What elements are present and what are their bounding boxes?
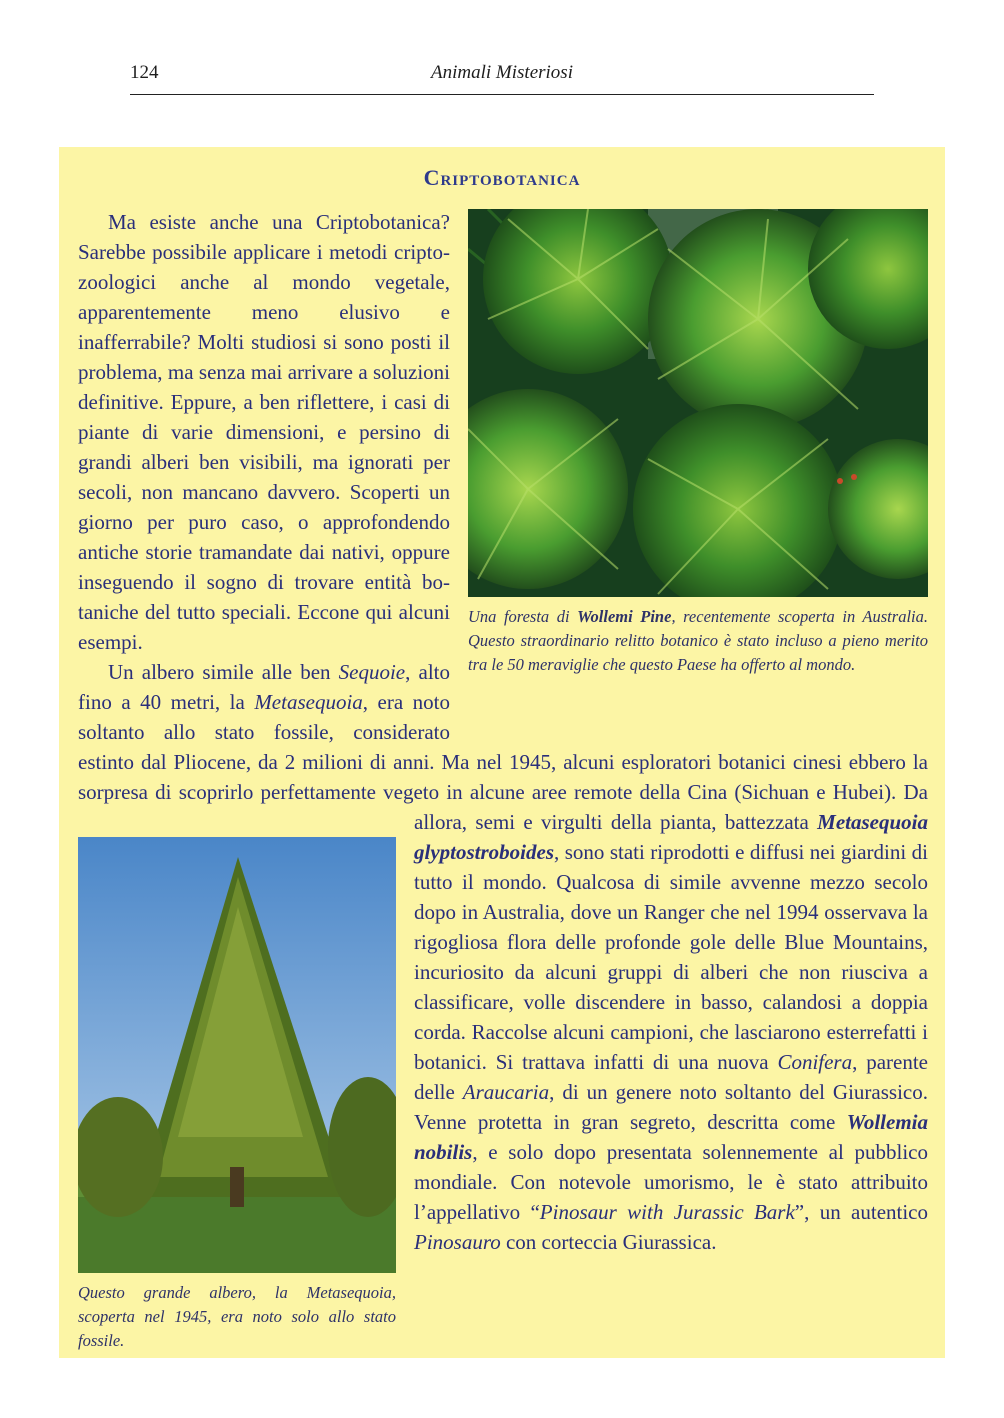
metasequoia-tree-photo [78,837,396,1273]
box-body [78,207,928,1367]
box-title: Criptobotanica [423,165,581,190]
paragraph-metasequoia-wollemia: Un albero simile alle ben Sequoie, alto fino a 40 metri, la Metasequoia, era noto soltanto allo stato fossile, considerato estinto dal Pliocene, da 2 milioni di anni. Ma nel 1945, alcuni esploratori botanici cinesi ebbero la sorpresa di scoprirlo perfettamente vegeto in alcune aree remote della Cina (Sichuan e Hubei). Da allora, semi e virgulti della pianta, battezzata Questo grande albero, la Metasequoia, scoperta nel 1945, era noto solo allo stato fossile. Metasequoia glyptostroboides, sono stati riprodotti e diffusi nei giardini di tutto il mondo. Qualcosa di simile avvenne mezzo secolo dopo in Australia, dove un Ranger che nel 1994 osservava la rigogliosa flora delle profonde gole delle Blue Mountains, incuriosito da alcuni gruppi di alberi che non riusciva a classificare, volle discendere in basso, calandosi a doppia corda. Raccolse alcuni campioni, che lasciarono esterrefatti i botanici. Si trattava infatti di una nuova Conifera, parente delle Araucaria, di un genere noto soltanto del Giurassico. Venne protetta in gran segreto, descritta come Wollemia nobilis, e solo dopo presentata solennemente al pubblico mondiale. Con notevole umorismo, le è stato attribuito l’appellativo “Pinosaur with Jurassic Bark”, un autentico Pinosauro con corteccia Giurassica. [78,657,928,1257]
running-title: Animali Misteriosi [431,62,573,83]
figure-caption-metasequoia: Questo grande albero, la Metasequoia, scoperta nel 1945, era noto solo allo stato fossile. [78,1283,396,1350]
sidebar-box-criptobotanica [59,147,945,1358]
paragraph-intro: Ma esiste anche una Criptobotanica? Sarebbe possibile applicare i metodi cripto- zoologici anche al mondo vegetale, apparentemente meno elusivo e inafferrabile? Molti studiosi si sono posti il problema, ma senza mai arrivare a soluzioni definitive. Eppure, a ben riflettere, i casi di piante di varie dimensioni, e persino di grandi alberi ben visibili, ma ignorati per secoli, non mancano davvero. Scoperti un giorno per puro caso, o approfondendo antiche storie tramandate dai nativi, oppure inseguendo il sogno di trovare entità botaniche del tutto speciali. Eccone qui alcuni esempi. [78,210,450,654]
figure-caption-wollemi: Una foresta di Wollemi Pine, recentemente scoperta in Australia. Questo straordinario relitto botanico è stato incluso a pieno merito tra le 50 meraviglie che questo Paese ha offerto al mondo. [468,607,928,674]
figure-wollemi-pine [468,209,928,719]
wollemi-pine-forest-photo [468,209,928,597]
page-header [130,58,874,95]
page-number: 124 [130,62,159,83]
figure-metasequoia [78,837,396,1363]
